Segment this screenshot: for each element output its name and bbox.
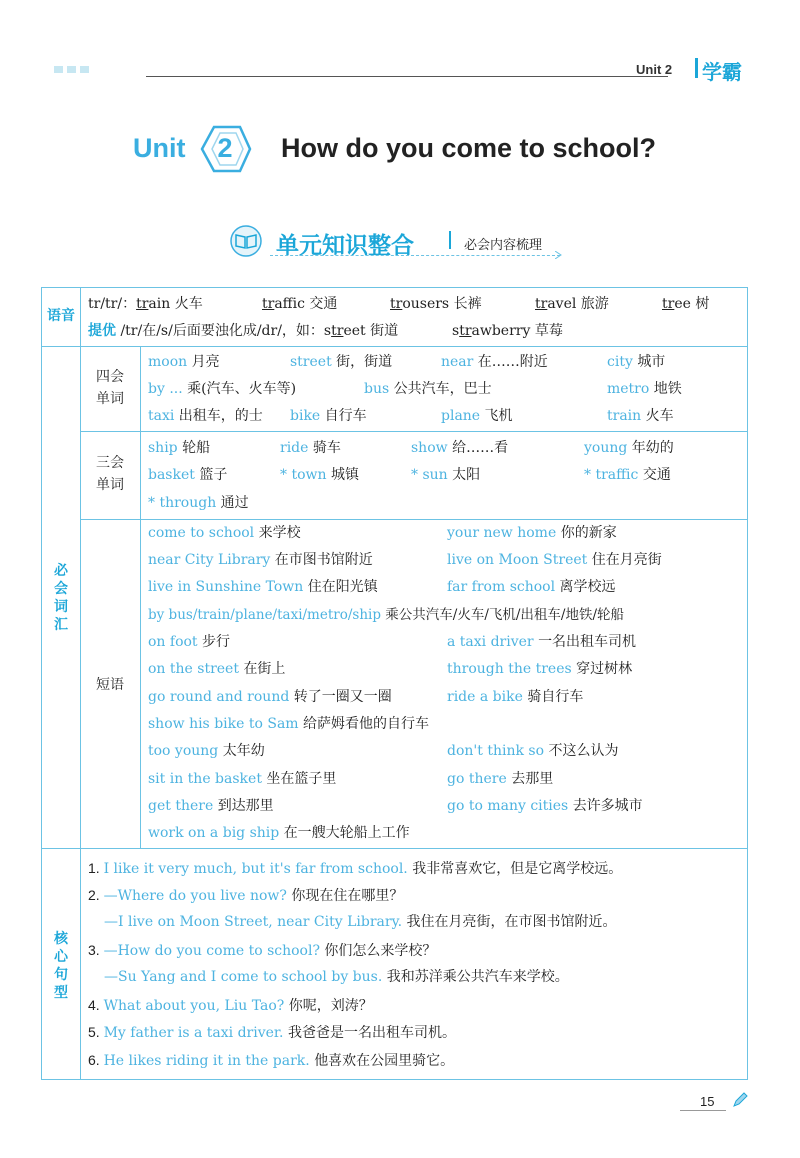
section-title: 单元知识整合: [276, 233, 414, 259]
sentence-line: 5. My father is a taxi driver. 我爸爸是一名出租车司机。: [88, 1024, 456, 1041]
subcat-phrases: 短语: [96, 677, 124, 693]
vocab-word: * sun 太阳: [411, 467, 481, 483]
subcat-three-words: 三会 单词: [96, 455, 124, 493]
phonics-tip: 提优 /tr/在/s/后面要浊化成/dr/，如：street 街道: [88, 323, 399, 339]
section-divider: [449, 231, 451, 249]
vocab-word: near 在……附近: [441, 354, 548, 370]
vocab-word: * town 城镇: [280, 467, 359, 483]
vocab-word: show 给……看: [411, 440, 509, 456]
phrase: your new home 你的新家: [447, 525, 617, 541]
phonics-word: tr/tr/：train 火车: [88, 296, 203, 312]
footer-rule: [680, 1110, 726, 1111]
vocab-word: basket 篮子: [148, 467, 228, 483]
arrow-icon: [555, 251, 563, 259]
phrase: near City Library 在市图书馆附近: [148, 552, 373, 568]
phrase: go there 去那里: [447, 771, 554, 787]
header-rule: [146, 76, 668, 77]
phrase: far from school 离学校远: [447, 579, 616, 595]
vocab-word: taxi 出租车，的士: [148, 408, 263, 424]
page-number: 15: [700, 1094, 715, 1109]
vocab-word: ship 轮船: [148, 440, 211, 456]
title-unit-word: Unit: [133, 133, 186, 163]
decor-square: [67, 66, 76, 73]
sentence-line: 4. What about you, Liu Tao? 你呢，刘涛？: [88, 997, 373, 1014]
phrase: show his bike to Sam 给萨姆看他的自行车: [148, 716, 430, 732]
phrase: go to many cities 去许多城市: [447, 798, 643, 814]
sentence-line: 3. —How do you come to school? 你们怎么来学校？: [88, 942, 437, 959]
pencil-icon: [732, 1092, 748, 1108]
category-vocab: 必 会 词 汇: [54, 563, 68, 633]
vocab-word: young 年幼的: [584, 440, 674, 456]
phonics-word: trousers 长裤: [390, 296, 482, 312]
phonics-tip-word: strawberry 草莓: [452, 323, 563, 339]
vocab-word: plane 飞机: [441, 408, 513, 424]
decor-square: [54, 66, 63, 73]
section-underline: [270, 255, 560, 256]
table-row-line: [41, 346, 748, 347]
vocab-word: train 火车: [607, 408, 674, 424]
vocab-word: street 街，街道: [290, 354, 393, 370]
vocab-word: by ... 乘(汽车、火车等): [148, 381, 297, 397]
sentence-line: 6. He likes riding it in the park. 他喜欢在公园里骑它。: [88, 1052, 455, 1069]
header-unit: Unit 2: [636, 62, 673, 77]
page-title: How do you come to school?: [281, 133, 657, 163]
section-subtitle: 必会内容梳理: [464, 238, 543, 253]
vocab-word: * through 通过: [148, 495, 249, 511]
phonics-word: tree 树: [662, 296, 710, 312]
book-icon: [228, 224, 268, 258]
category-phonics: 语音: [47, 308, 75, 324]
sentence-line: —Su Yang and I come to school by bus. 我和苏洋乘公共汽车来学校。: [104, 969, 569, 985]
category-sentences: 核 心 句 型: [54, 931, 68, 1001]
vocab-word: bike 自行车: [290, 408, 367, 424]
phonics-word: traffic 交通: [262, 296, 338, 312]
table-row-line: [41, 848, 748, 849]
page-header: [40, 60, 748, 84]
subcat-four-words: 四会 单词: [96, 369, 124, 407]
phrase: get there 到达那里: [148, 798, 274, 814]
vocab-word: city 城市: [607, 354, 666, 370]
phonics-word: travel 旅游: [535, 296, 609, 312]
phrase: a taxi driver 一名出租车司机: [447, 634, 637, 650]
phrase: go round and round 转了一圈又一圈: [148, 689, 392, 705]
title-unit-number: 2: [217, 133, 233, 163]
table-col-line: [140, 346, 141, 848]
header-divider: [695, 58, 698, 78]
phrase: live on Moon Street 住在月亮街: [447, 552, 662, 568]
decor-square: [80, 66, 89, 73]
table-row-line: [80, 431, 748, 432]
table-row-line: [80, 519, 748, 520]
phrase: sit in the basket 坐在篮子里: [148, 771, 337, 787]
vocab-word: * traffic 交通: [584, 467, 671, 483]
phrase: on foot 步行: [148, 634, 231, 650]
phrase: ride a bike 骑自行车: [447, 689, 584, 705]
phrase: come to school 来学校: [148, 525, 301, 541]
phrase: through the trees 穿过树林: [447, 661, 633, 677]
knowledge-table: [41, 287, 748, 1080]
phrase: on the street 在街上: [148, 661, 286, 677]
sentence-line: 2. —Where do you live now? 你现在住在哪里？: [88, 887, 404, 904]
vocab-word: moon 月亮: [148, 354, 220, 370]
tip-badge: 提优: [88, 323, 116, 339]
vocab-word: bus 公共汽车，巴士: [364, 381, 492, 397]
sentence-line: —I live on Moon Street, near City Library. 我住在月亮街，在市图书馆附近。: [104, 914, 617, 930]
sentence-line: 1. I like it very much, but it's far from school. 我非常喜欢它，但是它离学校远。: [88, 860, 623, 877]
phrase: by bus/train/plane/taxi/metro/ship 乘公共汽车/火车/飞机/出租车/地铁/轮船: [148, 607, 625, 623]
vocab-word: metro 地铁: [607, 381, 682, 397]
phrase: too young 太年幼: [148, 743, 265, 759]
phrase: work on a big ship 在一艘大轮船上工作: [148, 825, 410, 841]
vocab-word: ride 骑车: [280, 440, 341, 456]
phrase: don't think so 不这么认为: [447, 743, 619, 759]
brand-logo: 学霸: [702, 60, 742, 84]
phrase: live in Sunshine Town 住在阳光镇: [148, 579, 378, 595]
